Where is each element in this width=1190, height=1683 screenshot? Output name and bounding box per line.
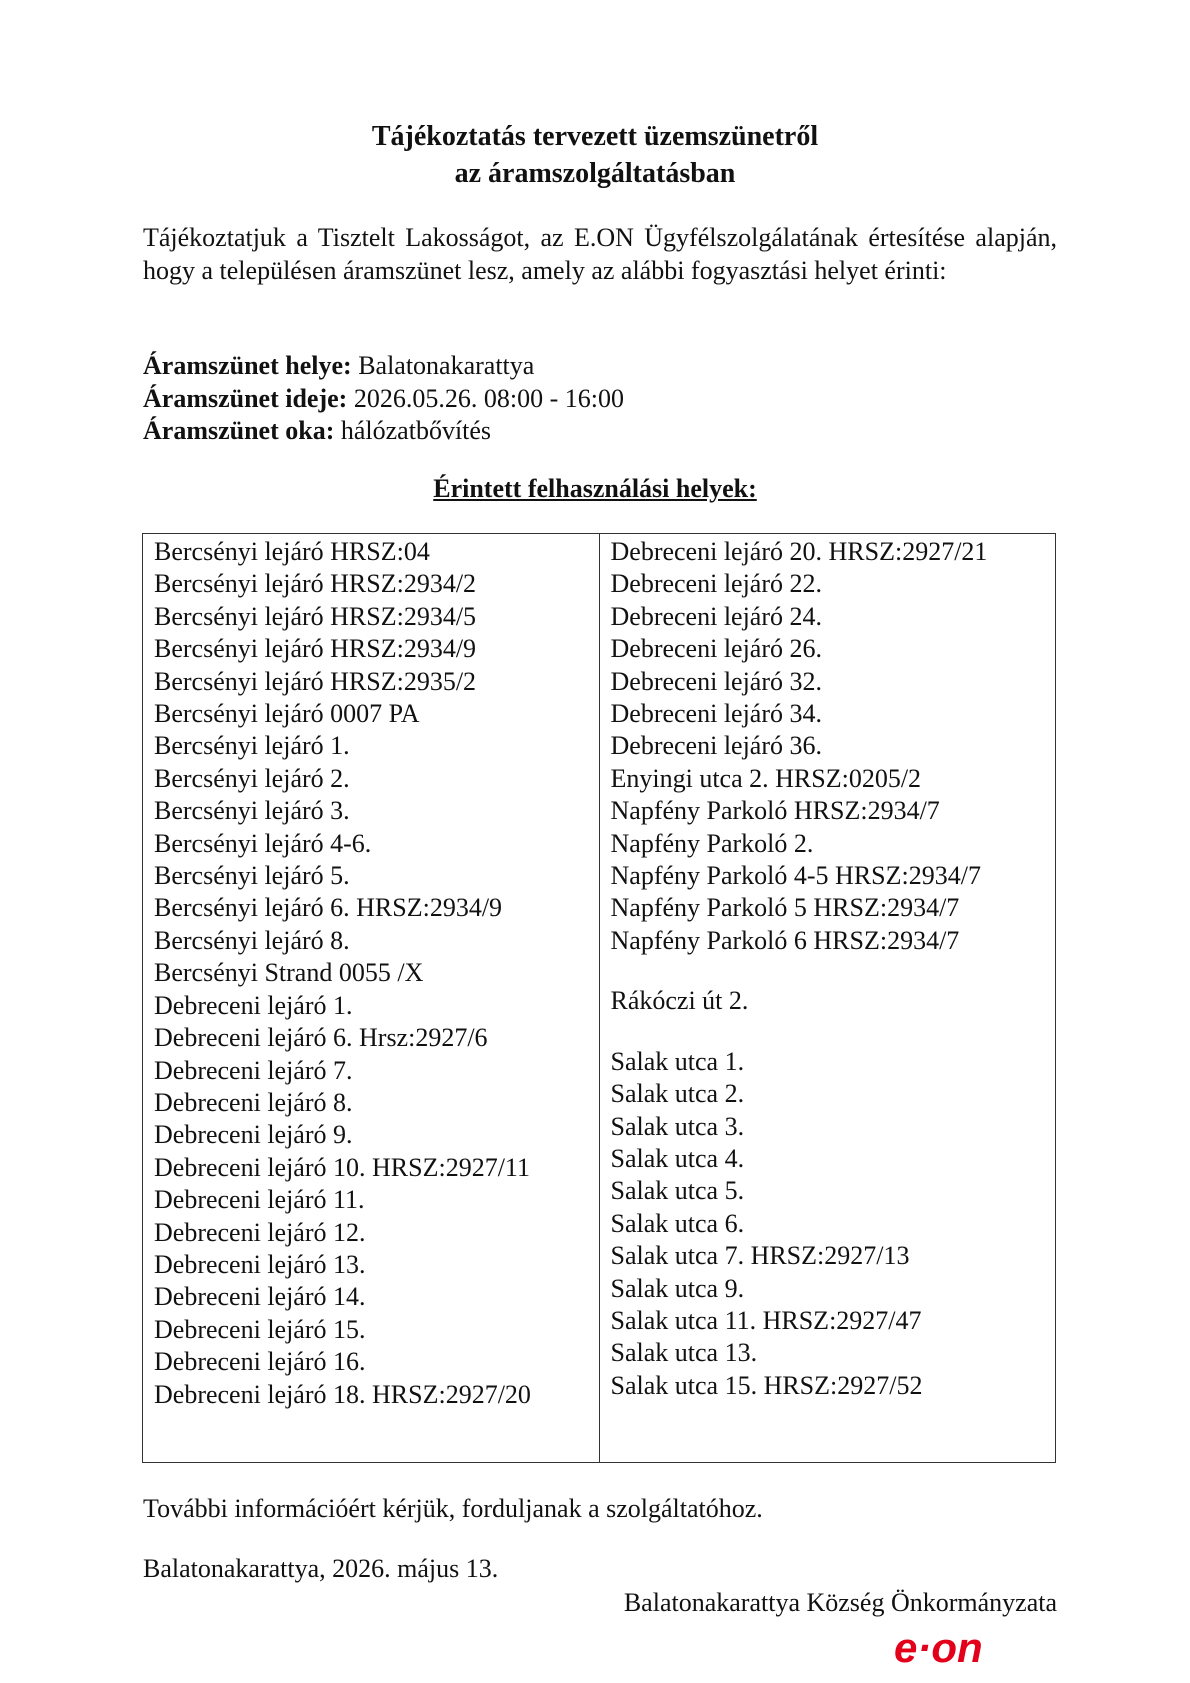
- location-item: Debreceni lejáró 7.: [154, 1055, 353, 1085]
- locations-left-column: [143, 534, 600, 1462]
- affected-locations-table: [142, 533, 1056, 1463]
- locations-group-2: [611, 985, 1056, 1017]
- location-item: Napfény Parkoló 2.: [610, 828, 814, 858]
- outage-details: [143, 350, 624, 448]
- outage-reason-value: hálózatbővítés: [340, 416, 492, 445]
- outage-place-label: Áramszünet helye:: [143, 351, 352, 380]
- location-item: Debreceni lejáró 14.: [154, 1282, 366, 1312]
- location-item: Bercsényi Strand 0055 /X: [154, 958, 424, 988]
- location-item: Bercsényi lejáró 2.: [154, 763, 350, 793]
- location-item: Salak utca 5.: [610, 1176, 745, 1206]
- location-item: Debreceni lejáró 8.: [154, 1087, 353, 1117]
- location-item: Debreceni lejáró 26.: [610, 634, 823, 664]
- affected-locations-heading: Érintett felhasználási helyek:: [433, 474, 757, 503]
- location-item: Debreceni lejáró 9.: [154, 1120, 353, 1150]
- locations-group-1: [611, 536, 1056, 957]
- location-item: Salak utca 3.: [610, 1111, 745, 1141]
- location-item: Enyingi utca 2. HRSZ:0205/2: [610, 763, 922, 793]
- location-item: Debreceni lejáró 24.: [610, 601, 823, 631]
- outage-time: [143, 383, 624, 416]
- location-item: Salak utca 1.: [610, 1046, 745, 1076]
- location-item: Debreceni lejáró 34.: [610, 699, 823, 729]
- location-item: Salak utca 13.: [610, 1338, 758, 1368]
- location-item: Napfény Parkoló 6 HRSZ:2934/7: [610, 925, 960, 955]
- location-item: Bercsényi lejáró 6. HRSZ:2934/9: [154, 893, 503, 923]
- eon-logo-graphic: [892, 1626, 1052, 1672]
- location-item: Debreceni lejáró 18. HRSZ:2927/20: [154, 1379, 531, 1409]
- outage-place-value: Balatonakarattya: [358, 351, 535, 380]
- group-spacer: [611, 1018, 1056, 1046]
- location-item: Bercsényi lejáró 1.: [154, 731, 350, 761]
- place-and-date: Balatonakarattya, 2026. május 13.: [143, 1554, 499, 1583]
- location-item: Bercsényi lejáró HRSZ:2934/2: [154, 569, 477, 599]
- location-item: Salak utca 15. HRSZ:2927/52: [610, 1370, 923, 1400]
- location-item: Napfény Parkoló HRSZ:2934/7: [610, 796, 940, 826]
- locations-right-column: [600, 534, 1056, 1462]
- outage-reason-label: Áramszünet oka:: [143, 416, 335, 445]
- location-item: Debreceni lejáró 20. HRSZ:2927/21: [610, 537, 988, 566]
- intro-paragraph: Tájékoztatjuk a Tisztelt Lakosságot, az E.ON Ügyfélszolgálatának értesítése alapján, hogy a településen áramszünet lesz, amely az alábbi fogyasztási helyet érinti:: [143, 223, 1057, 285]
- title-line-2: az áramszolgáltatásban: [454, 158, 736, 189]
- location-item: Debreceni lejáró 13.: [154, 1249, 366, 1279]
- title-line-1: Tájékoztatás tervezett üzemszünetről: [371, 121, 819, 152]
- outage-place: [143, 350, 624, 383]
- signature: Balatonakarattya Község Önkormányzata: [623, 1588, 1057, 1617]
- location-item: Salak utca 7. HRSZ:2927/13: [610, 1241, 910, 1271]
- location-item: Debreceni lejáró 32.: [610, 666, 823, 696]
- location-item: Bercsényi lejáró HRSZ:2935/2: [154, 666, 477, 696]
- group-spacer: [611, 957, 1056, 985]
- location-item: Salak utca 9.: [610, 1273, 745, 1303]
- document-title: [0, 118, 1190, 192]
- location-item: Rákóczi út 2.: [610, 986, 749, 1016]
- outage-time-value: 2026.05.26. 08:00 - 16:00: [353, 383, 624, 413]
- location-item: Bercsényi lejáró 4-6.: [154, 828, 372, 858]
- location-item: Salak utca 11. HRSZ:2927/47: [610, 1305, 922, 1335]
- location-item: Bercsényi lejáró 5.: [154, 861, 350, 891]
- location-item: Debreceni lejáró 15.: [154, 1314, 366, 1344]
- location-item: Debreceni lejáró 16.: [154, 1347, 366, 1377]
- location-item: Debreceni lejáró 1.: [154, 990, 353, 1020]
- location-item: Bercsényi lejáró HRSZ:2934/5: [154, 601, 477, 631]
- location-item: Napfény Parkoló 4-5 HRSZ:2934/7: [610, 861, 981, 891]
- location-item: Debreceni lejáró 6. Hrsz:2927/6: [154, 1023, 488, 1053]
- locations-group-3: [611, 1046, 1056, 1402]
- eon-logo-icon: [892, 1626, 1052, 1677]
- location-item: Bercsényi lejáró HRSZ:2934/9: [154, 634, 477, 664]
- location-item: Debreceni lejáró 11.: [154, 1185, 365, 1215]
- location-item: Salak utca 4.: [610, 1143, 745, 1173]
- location-item: Bercsényi lejáró 0007 PA: [154, 699, 420, 729]
- further-info-text: További információért kérjük, forduljanak a szolgáltatóhoz.: [143, 1494, 763, 1523]
- location-item: Bercsényi lejáró HRSZ:04: [154, 537, 430, 566]
- outage-time-label: Áramszünet ideje:: [143, 383, 348, 413]
- location-item: Bercsényi lejáró 3.: [154, 796, 350, 826]
- location-item: Salak utca 2.: [610, 1079, 745, 1109]
- location-item: Debreceni lejáró 22.: [610, 569, 823, 599]
- location-item: Napfény Parkoló 5 HRSZ:2934/7: [610, 893, 960, 923]
- location-item: Salak utca 6.: [610, 1208, 745, 1238]
- outage-reason: [143, 415, 624, 448]
- location-item: Debreceni lejáró 36.: [610, 731, 823, 761]
- location-item: Debreceni lejáró 12.: [154, 1217, 366, 1247]
- location-item: Bercsényi lejáró 8.: [154, 925, 350, 955]
- location-item: Debreceni lejáró 10. HRSZ:2927/11: [154, 1152, 530, 1182]
- eon-logo-text: e·on: [894, 1626, 983, 1671]
